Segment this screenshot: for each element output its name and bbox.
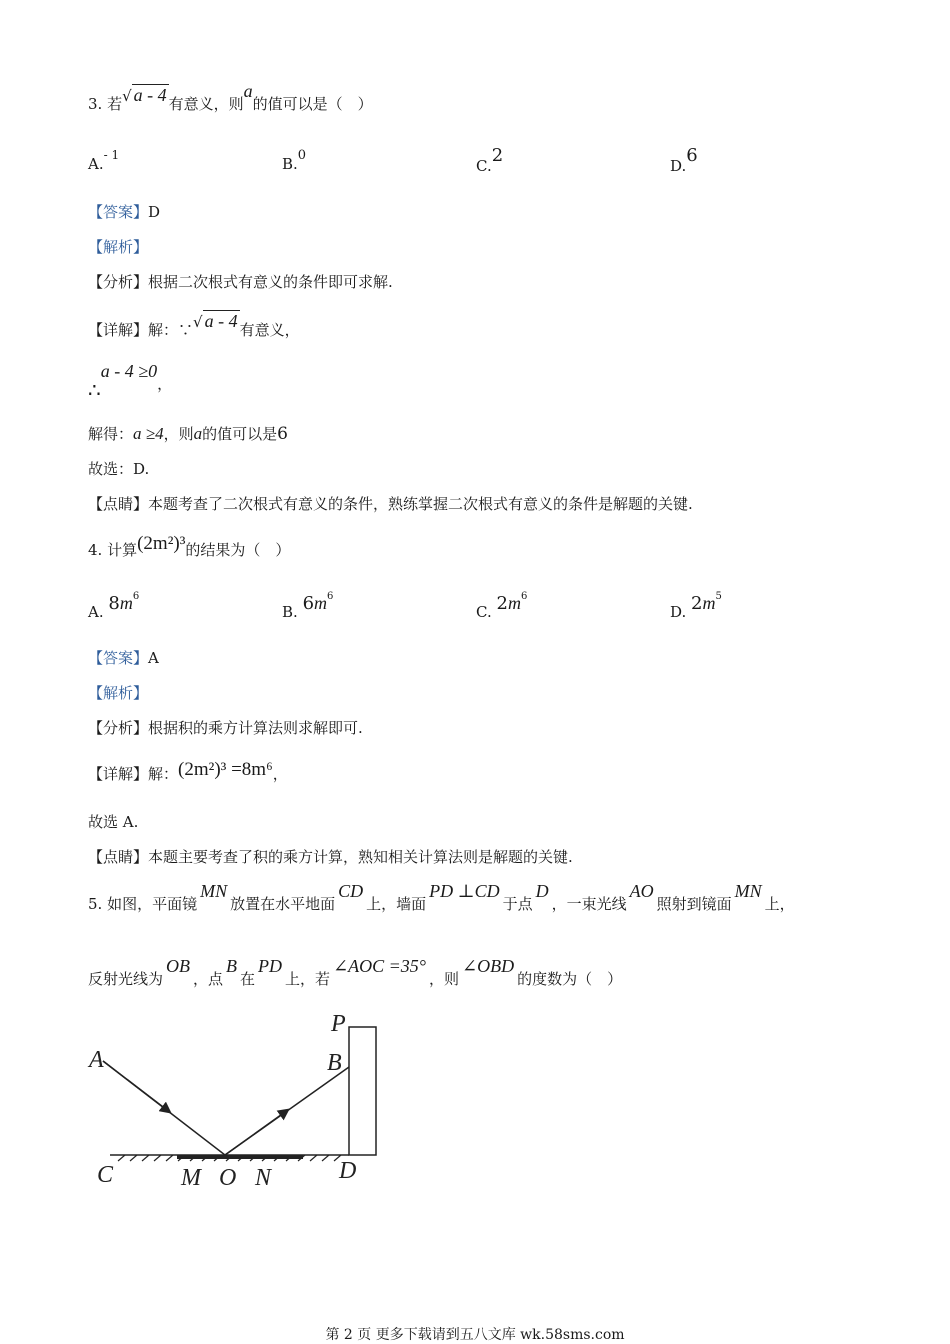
label-m: M [181, 1165, 201, 1191]
q5-line2-segment: B [226, 956, 238, 976]
q4-analysis-tag: 【解析】 [88, 684, 149, 702]
q4-option-b: B. $6m^6$ [282, 591, 334, 621]
q5-line2-segment: ∠OBD [462, 956, 515, 976]
q5-line1-segment: MN [734, 881, 762, 901]
q3-var: a [243, 81, 253, 101]
q5-figure [85, 1005, 395, 1195]
q3-radicand: a - 4 [133, 85, 167, 105]
q3-radical: √ a - 4 [122, 85, 167, 105]
q5-line1-segment: 于点 [502, 895, 533, 913]
label-a: A [89, 1047, 104, 1073]
wall-pd [349, 1027, 376, 1155]
label-d: D [339, 1158, 357, 1184]
q5-line1-segment: 照射到镜面 [656, 895, 732, 913]
q3-choose: 故选：D. [88, 460, 150, 478]
q3-stem-pre: 3. 若 [88, 95, 123, 113]
page-footer: 第 2 页 更多下载请到五八文库 wk.58sms.com [325, 1327, 625, 1343]
q3-option-d: D.6 [670, 145, 698, 175]
q5-line2-segment: 的度数为（ ） [517, 970, 623, 988]
q5-line2-segment: ∠AOC =35° [333, 956, 426, 976]
q3-detail: 【详解】解：∵√ a - 4 有意义， [88, 311, 300, 339]
label-n: N [255, 1165, 272, 1191]
q3-stem-post: 的值可以是（ ） [252, 95, 373, 113]
q5-line1-segment: PD ⊥CD [429, 881, 500, 901]
q5-line2-segment: 在 [240, 970, 256, 988]
q5-line1-segment: AO [629, 881, 654, 901]
q3-option-b: B.0 [282, 148, 307, 173]
q5-line2-segment: PD [258, 956, 283, 976]
q5-stem-line2 [88, 956, 623, 989]
label-p: P [331, 1011, 346, 1037]
q3-stem [88, 81, 373, 114]
q3-solve: 解得：a ≥4，则a的值可以是6 [88, 424, 288, 444]
q4-option-d: D. $2m^5$ [670, 591, 722, 621]
q5-line1-segment: CD [338, 881, 364, 901]
q3-stem-mid: 有意义，则 [168, 95, 244, 113]
q5-line2-segment: 上，若 [285, 970, 331, 988]
q3-answer: 【答案】D [88, 203, 161, 221]
q4-stem: 4. 计算(2m²)³的结果为（ ） [88, 533, 291, 559]
q4-comment: 【点睛】本题主要考查了积的乘方计算，熟知相关计算法则是解题的关键. [88, 848, 573, 866]
q3-option-c: C.2 [476, 145, 504, 175]
q5-line1-segment: D [535, 881, 549, 901]
ray-ob-arrow [225, 1112, 285, 1155]
ray-ao-arrow [103, 1061, 167, 1110]
q5-stem-line1 [88, 881, 795, 914]
label-o: O [219, 1165, 237, 1191]
q3-fenxi: 【分析】根据二次根式有意义的条件即可求解. [88, 273, 393, 291]
q5-line1-segment: 放置在水平地面 [230, 895, 336, 913]
q4-answer: 【答案】A [88, 649, 159, 667]
q3-comment: 【点睛】本题考查了二次根式有意义的条件，熟练掌握二次根式有意义的条件是解题的关键. [88, 495, 693, 513]
q3-analysis-tag: 【解析】 [88, 238, 149, 256]
label-c: C [97, 1162, 114, 1188]
q5-line2-segment: OB [166, 956, 191, 976]
q4-choose: 故选 A. [88, 813, 139, 831]
q4-fenxi: 【分析】根据积的乘方计算法则求解即可. [88, 719, 363, 737]
q5-line1-segment: 上，墙面 [366, 895, 427, 913]
q4-detail: 【详解】解：(2m²)³ =8m⁶， [88, 759, 288, 783]
q5-line1-segment: MN [200, 881, 228, 901]
q5-line1-segment: 上， [764, 895, 795, 913]
q5-line1-segment: ，一束光线 [551, 895, 627, 913]
q5-line2-segment: ，点 [193, 970, 224, 988]
q5-line2-segment: ，则 [429, 970, 460, 988]
q4-option-a: A. $8m^6$ [88, 591, 140, 621]
q3-option-a: A.$^{- 1}$ [88, 148, 120, 173]
label-b: B [327, 1050, 342, 1076]
q3-ineq: ∴a - 4 ≥0， [88, 361, 173, 402]
q5-line2-segment: 反射光线为 [88, 970, 164, 988]
q4-option-c: C. $2m^6$ [476, 591, 528, 621]
q5-line1-segment: 5. 如图，平面镜 [88, 895, 198, 913]
